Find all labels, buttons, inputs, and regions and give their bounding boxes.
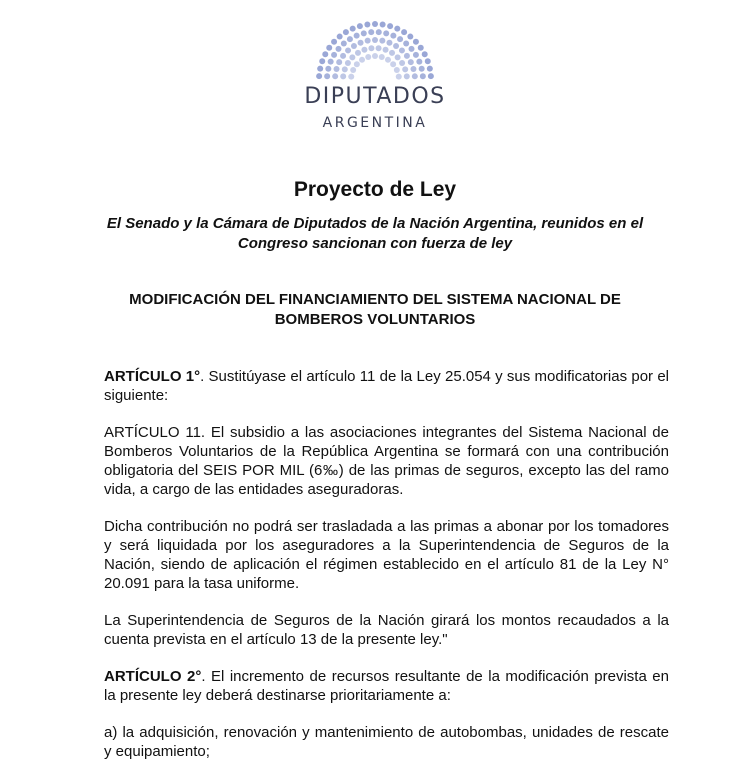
seat-dot	[316, 73, 322, 79]
seat-dot	[376, 29, 382, 35]
document-body	[104, 367, 669, 779]
article-label: ARTÍCULO 2°	[104, 668, 202, 685]
seat-dot	[340, 73, 346, 79]
seat-dot	[342, 66, 348, 72]
seat-dot	[379, 38, 385, 44]
org-name: DIPUTADOS	[304, 84, 446, 109]
seat-dot	[407, 34, 413, 40]
seat-dot	[427, 66, 433, 72]
paragraph-superintendencia	[104, 611, 669, 649]
seat-dot	[322, 51, 328, 57]
seat-dot	[389, 50, 395, 56]
seat-dot	[425, 58, 431, 64]
seat-dot	[422, 51, 428, 57]
seat-dot	[349, 54, 355, 60]
seat-dot	[334, 66, 340, 72]
seat-dot	[347, 36, 353, 42]
seat-dot	[390, 33, 396, 39]
seat-dot	[397, 36, 403, 42]
paragraph-item-a	[104, 723, 669, 761]
seat-dot	[319, 58, 325, 64]
seat-dot	[343, 29, 349, 35]
seat-dot	[324, 73, 330, 79]
seat-dot	[385, 57, 391, 63]
seat-dot	[412, 73, 418, 79]
seat-dot	[361, 30, 367, 36]
semicircle-chamber-seats-icon	[313, 18, 437, 82]
seat-dot	[372, 21, 378, 27]
seat-dot	[336, 59, 342, 65]
seat-dot	[386, 40, 392, 46]
seat-dot	[340, 53, 346, 59]
seat-dot	[361, 47, 367, 53]
seat-dot	[420, 73, 426, 79]
seat-dot	[365, 54, 371, 60]
seat-dot	[331, 39, 337, 45]
org-country: ARGENTINA	[322, 115, 428, 131]
seat-dot	[357, 23, 363, 29]
seat-dot	[359, 57, 365, 63]
org-logo	[0, 18, 750, 131]
seat-dot	[383, 47, 389, 53]
seat-dot	[350, 67, 356, 73]
seat-dot	[351, 43, 357, 49]
seat-dot	[345, 47, 351, 53]
law-heading: MODIFICACIÓN DEL FINANCIAMIENTO DEL SISTEMA NACIONAL DE BOMBEROS VOLUNTARIOS	[129, 291, 621, 328]
seat-dot	[328, 59, 334, 65]
paragraph-article-2	[104, 667, 669, 705]
paragraph-text: ARTÍCULO 11. El subsidio a las asociaciones integrantes del Sistema Nacional de Bomberos Voluntarios de la República Argentina se formará con una contribución obligatoria del SEIS POR MIL (6‰) de las primas de seguros, excepto las del ramo vida, a cargo de las entidades aseguradoras.	[104, 424, 669, 498]
seat-dot	[399, 47, 405, 53]
seat-dot	[401, 29, 407, 35]
seat-dot	[341, 41, 347, 47]
seat-dot	[355, 50, 361, 56]
seat-dot	[364, 22, 370, 28]
seat-dot	[428, 73, 434, 79]
paragraph-text: . El incremento de recursos resultante de la modificación prevista en la presente ley deberá destinarse prioritariamente a:	[104, 668, 669, 704]
seat-dot	[387, 23, 393, 29]
seat-dot	[337, 34, 343, 40]
seat-dot	[332, 73, 338, 79]
seat-dot	[404, 73, 410, 79]
paragraph-text: . Sustitúyase el artículo 11 de la Ley 25.054 y sus modificatorias por el siguiente:	[104, 368, 669, 404]
seat-dot	[317, 66, 323, 72]
seat-dot	[394, 67, 400, 73]
seat-dot	[372, 53, 378, 59]
seat-dot	[331, 52, 337, 58]
seat-dot	[326, 45, 332, 51]
seat-dot	[379, 54, 385, 60]
seat-dot	[410, 66, 416, 72]
paragraph-article-1	[104, 367, 669, 405]
seat-dot	[393, 43, 399, 49]
seat-dot	[354, 33, 360, 39]
document-title: Proyecto de Ley	[293, 178, 457, 201]
seat-dot	[372, 37, 378, 43]
seat-dot	[350, 26, 356, 32]
article-label: ARTÍCULO 1°	[104, 368, 201, 385]
seat-dot	[368, 29, 374, 35]
seat-dot	[358, 40, 364, 46]
seat-dot	[336, 46, 342, 52]
seat-dot	[418, 45, 424, 51]
paragraph-text: La Superintendencia de Seguros de la Nación girará los montos recaudados a la cuenta prevista en el artículo 13 de la presente ley."	[104, 612, 669, 648]
seat-dot	[402, 66, 408, 72]
seat-dot	[395, 54, 401, 60]
paragraph-text: Dicha contribución no podrá ser trasladada a las primas a abonar por los tomadores y será liquidada por los aseguradores a la Superintendencia de Seguros de la Nación, siendo de aplicación el régimen establecido en el artículo 81 de la Ley N° 20.091 para la tasa uniforme.	[104, 518, 669, 592]
paragraph-article-11	[104, 423, 669, 499]
seat-dot	[404, 53, 410, 59]
seat-dot	[394, 26, 400, 32]
seat-dot	[380, 22, 386, 28]
seat-dot	[390, 61, 396, 67]
seat-dot	[365, 38, 371, 44]
seat-dot	[354, 61, 360, 67]
seat-dot	[413, 39, 419, 45]
paragraph-contribution	[104, 517, 669, 593]
seat-dot	[348, 74, 354, 80]
seat-dot	[368, 45, 374, 51]
seat-dot	[408, 59, 414, 65]
enacting-clause: El Senado y la Cámara de Diputados de la Nación Argentina, reunidos en el Congreso sancionan con fuerza de ley	[106, 215, 644, 252]
paragraph-text: a) la adquisición, renovación y mantenimiento de autobombas, unidades de rescate y equipamiento;	[104, 724, 669, 760]
seat-dot	[409, 46, 415, 52]
seat-dot	[396, 74, 402, 80]
seat-dot	[419, 66, 425, 72]
seat-dot	[403, 41, 409, 47]
seat-dot	[325, 66, 331, 72]
seat-dot	[383, 30, 389, 36]
seat-dot	[345, 60, 351, 66]
seat-dot	[413, 52, 419, 58]
seat-dot	[399, 60, 405, 66]
seat-dot	[376, 45, 382, 51]
seat-dot	[416, 59, 422, 65]
